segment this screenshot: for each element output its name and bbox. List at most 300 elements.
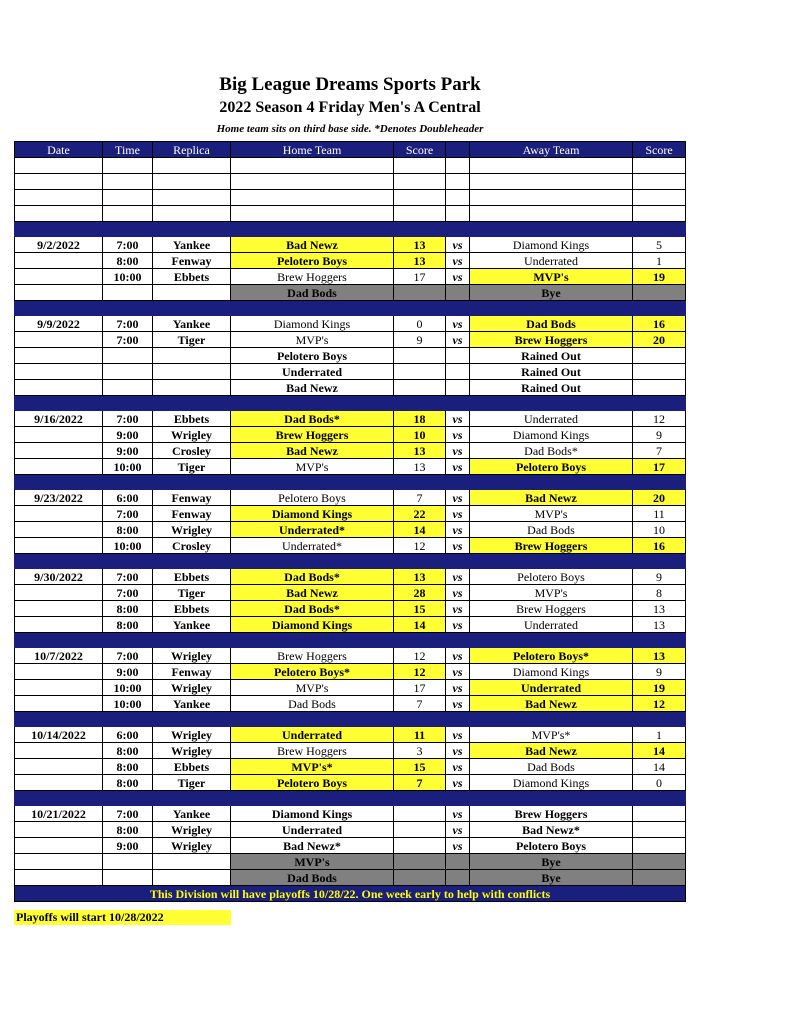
away-score-cell: 9 bbox=[633, 569, 686, 585]
time-cell: 10:00 bbox=[103, 459, 153, 475]
away-team-cell: Diamond Kings bbox=[470, 237, 633, 253]
away-score-cell: 17 bbox=[633, 459, 686, 475]
vs-cell: vs bbox=[446, 538, 470, 554]
replica-cell bbox=[153, 158, 231, 174]
home-team-cell: Brew Hoggers bbox=[231, 743, 394, 759]
separator-cell bbox=[633, 301, 686, 316]
home-score-cell: 13 bbox=[394, 237, 446, 253]
separator-cell bbox=[103, 475, 153, 490]
home-team-cell bbox=[231, 206, 394, 222]
header-row bbox=[15, 142, 686, 158]
table-row bbox=[15, 332, 686, 348]
vs-cell bbox=[446, 206, 470, 222]
separator-cell bbox=[231, 301, 394, 316]
away-team-cell: Dad Bods bbox=[470, 316, 633, 332]
date-cell: 9/9/2022 bbox=[15, 316, 103, 332]
home-team-cell: Underrated* bbox=[231, 538, 394, 554]
home-team-cell: Bad Newz bbox=[231, 585, 394, 601]
away-score-cell bbox=[633, 174, 686, 190]
table-row bbox=[15, 459, 686, 475]
separator-cell bbox=[231, 554, 394, 569]
home-team-cell: Underrated bbox=[231, 822, 394, 838]
table-row bbox=[15, 190, 686, 206]
separator-cell bbox=[231, 633, 394, 648]
away-team-cell: Rained Out bbox=[470, 348, 633, 364]
table-row bbox=[15, 443, 686, 459]
date-cell bbox=[15, 443, 103, 459]
home-score-cell: 9 bbox=[394, 332, 446, 348]
away-team-cell: Bye bbox=[470, 854, 633, 870]
away-team-cell bbox=[470, 206, 633, 222]
replica-cell: Wrigley bbox=[153, 822, 231, 838]
replica-cell: Ebbets bbox=[153, 569, 231, 585]
away-team-cell: Underrated bbox=[470, 253, 633, 269]
vs-cell: vs bbox=[446, 838, 470, 854]
home-score-cell: 14 bbox=[394, 617, 446, 633]
table-row bbox=[15, 285, 686, 301]
replica-cell: Wrigley bbox=[153, 743, 231, 759]
replica-cell: Wrigley bbox=[153, 727, 231, 743]
separator-cell bbox=[633, 554, 686, 569]
vs-cell: vs bbox=[446, 459, 470, 475]
replica-cell: Tiger bbox=[153, 585, 231, 601]
table-row bbox=[15, 648, 686, 664]
home-team-cell: Diamond Kings bbox=[231, 806, 394, 822]
vs-cell bbox=[446, 854, 470, 870]
date-cell bbox=[15, 174, 103, 190]
away-score-cell: 20 bbox=[633, 490, 686, 506]
home-team-cell: Pelotero Boys bbox=[231, 490, 394, 506]
date-cell bbox=[15, 332, 103, 348]
table-row bbox=[15, 538, 686, 554]
table-row bbox=[15, 664, 686, 680]
separator-cell bbox=[633, 475, 686, 490]
home-team-cell: Underrated bbox=[231, 364, 394, 380]
table-row bbox=[15, 775, 686, 791]
time-cell: 6:00 bbox=[103, 727, 153, 743]
vs-cell: vs bbox=[446, 522, 470, 538]
date-cell bbox=[15, 743, 103, 759]
away-team-cell: Underrated bbox=[470, 617, 633, 633]
footer-note: This Division will have playoffs 10/28/22. One week early to help with conflicts bbox=[15, 886, 686, 902]
home-score-cell bbox=[394, 285, 446, 301]
date-cell bbox=[15, 269, 103, 285]
page-note: Home team sits on third base side. *Denotes Doubleheader bbox=[216, 123, 484, 135]
column-header: Home Team bbox=[231, 142, 394, 158]
separator-cell bbox=[470, 712, 633, 727]
away-score-cell: 5 bbox=[633, 237, 686, 253]
date-cell: 10/14/2022 bbox=[15, 727, 103, 743]
replica-cell bbox=[153, 870, 231, 886]
away-score-cell bbox=[633, 838, 686, 854]
replica-cell bbox=[153, 190, 231, 206]
home-team-cell: Diamond Kings bbox=[231, 316, 394, 332]
date-cell bbox=[15, 870, 103, 886]
away-score-cell: 14 bbox=[633, 759, 686, 775]
table-row bbox=[15, 380, 686, 396]
home-team-cell: MVP's bbox=[231, 680, 394, 696]
date-cell bbox=[15, 775, 103, 791]
date-cell bbox=[15, 617, 103, 633]
replica-cell: Tiger bbox=[153, 332, 231, 348]
home-score-cell: 17 bbox=[394, 269, 446, 285]
separator-cell bbox=[470, 791, 633, 806]
time-cell bbox=[103, 174, 153, 190]
footer-row bbox=[15, 886, 686, 902]
separator-cell bbox=[103, 301, 153, 316]
replica-cell: Yankee bbox=[153, 617, 231, 633]
separator-cell bbox=[446, 712, 470, 727]
time-cell: 7:00 bbox=[103, 569, 153, 585]
column-header: Time bbox=[103, 142, 153, 158]
column-header: Score bbox=[394, 142, 446, 158]
home-team-cell: MVP's bbox=[231, 854, 394, 870]
away-score-cell: 13 bbox=[633, 617, 686, 633]
away-score-cell: 12 bbox=[633, 411, 686, 427]
time-cell bbox=[103, 158, 153, 174]
date-cell: 10/7/2022 bbox=[15, 648, 103, 664]
home-team-cell: Pelotero Boys bbox=[231, 348, 394, 364]
time-cell: 8:00 bbox=[103, 775, 153, 791]
table-row bbox=[15, 174, 686, 190]
separator-cell bbox=[394, 712, 446, 727]
date-cell bbox=[15, 680, 103, 696]
home-team-cell: Underrated* bbox=[231, 522, 394, 538]
vs-cell bbox=[446, 364, 470, 380]
home-team-cell: MVP's bbox=[231, 459, 394, 475]
separator-cell bbox=[231, 475, 394, 490]
home-team-cell: Underrated bbox=[231, 727, 394, 743]
replica-cell: Crosley bbox=[153, 538, 231, 554]
home-team-cell: Dad Bods bbox=[231, 870, 394, 886]
separator-cell bbox=[231, 712, 394, 727]
away-score-cell: 10 bbox=[633, 522, 686, 538]
home-team-cell bbox=[231, 158, 394, 174]
table-row bbox=[15, 522, 686, 538]
separator-cell bbox=[153, 475, 231, 490]
home-team-cell: Dad Bods bbox=[231, 696, 394, 712]
separator-cell bbox=[153, 712, 231, 727]
separator-cell bbox=[446, 633, 470, 648]
separator-cell bbox=[153, 301, 231, 316]
away-score-cell: 20 bbox=[633, 332, 686, 348]
separator-cell bbox=[446, 554, 470, 569]
time-cell: 10:00 bbox=[103, 680, 153, 696]
table-row bbox=[15, 364, 686, 380]
date-cell: 9/2/2022 bbox=[15, 237, 103, 253]
home-score-cell bbox=[394, 822, 446, 838]
time-cell: 7:00 bbox=[103, 237, 153, 253]
separator-cell bbox=[15, 222, 103, 237]
home-score-cell bbox=[394, 364, 446, 380]
home-score-cell: 28 bbox=[394, 585, 446, 601]
home-team-cell: Bad Newz bbox=[231, 380, 394, 396]
time-cell: 8:00 bbox=[103, 617, 153, 633]
date-cell bbox=[15, 522, 103, 538]
replica-cell: Wrigley bbox=[153, 838, 231, 854]
date-cell bbox=[15, 664, 103, 680]
home-score-cell: 22 bbox=[394, 506, 446, 522]
home-score-cell bbox=[394, 870, 446, 886]
table-row bbox=[15, 506, 686, 522]
away-score-cell: 16 bbox=[633, 316, 686, 332]
separator-cell bbox=[231, 222, 394, 237]
time-cell: 8:00 bbox=[103, 743, 153, 759]
vs-cell: vs bbox=[446, 253, 470, 269]
table-row bbox=[15, 411, 686, 427]
home-score-cell bbox=[394, 806, 446, 822]
replica-cell: Yankee bbox=[153, 806, 231, 822]
away-score-cell bbox=[633, 380, 686, 396]
home-score-cell: 15 bbox=[394, 759, 446, 775]
time-cell bbox=[103, 206, 153, 222]
home-score-cell: 13 bbox=[394, 443, 446, 459]
home-team-cell: Diamond Kings bbox=[231, 506, 394, 522]
home-score-cell bbox=[394, 854, 446, 870]
separator-cell bbox=[153, 791, 231, 806]
date-cell: 10/21/2022 bbox=[15, 806, 103, 822]
away-score-cell: 19 bbox=[633, 680, 686, 696]
away-score-cell bbox=[633, 806, 686, 822]
separator-cell bbox=[446, 222, 470, 237]
separator-cell bbox=[15, 475, 103, 490]
replica-cell: Wrigley bbox=[153, 680, 231, 696]
away-score-cell bbox=[633, 822, 686, 838]
time-cell: 9:00 bbox=[103, 427, 153, 443]
time-cell bbox=[103, 190, 153, 206]
home-score-cell bbox=[394, 206, 446, 222]
time-cell: 10:00 bbox=[103, 538, 153, 554]
away-team-cell: Brew Hoggers bbox=[470, 601, 633, 617]
vs-cell: vs bbox=[446, 585, 470, 601]
table-row bbox=[15, 617, 686, 633]
replica-cell bbox=[153, 364, 231, 380]
vs-cell: vs bbox=[446, 490, 470, 506]
away-team-cell: Bad Newz bbox=[470, 490, 633, 506]
separator-cell bbox=[470, 554, 633, 569]
replica-cell: Yankee bbox=[153, 316, 231, 332]
week-separator bbox=[15, 396, 686, 411]
separator-cell bbox=[15, 301, 103, 316]
schedule-table bbox=[14, 141, 686, 902]
separator-cell bbox=[633, 712, 686, 727]
time-cell: 7:00 bbox=[103, 585, 153, 601]
away-score-cell bbox=[633, 348, 686, 364]
vs-cell: vs bbox=[446, 822, 470, 838]
home-score-cell bbox=[394, 838, 446, 854]
away-score-cell bbox=[633, 854, 686, 870]
home-score-cell bbox=[394, 174, 446, 190]
home-score-cell: 12 bbox=[394, 648, 446, 664]
home-team-cell: Dad Bods* bbox=[231, 569, 394, 585]
page-title: Big League Dreams Sports Park bbox=[219, 74, 481, 95]
away-score-cell: 12 bbox=[633, 696, 686, 712]
away-team-cell: Bad Newz bbox=[470, 696, 633, 712]
home-score-cell bbox=[394, 348, 446, 364]
vs-cell: vs bbox=[446, 696, 470, 712]
time-cell: 7:00 bbox=[103, 411, 153, 427]
separator-cell bbox=[470, 475, 633, 490]
replica-cell bbox=[153, 174, 231, 190]
away-score-cell: 13 bbox=[633, 601, 686, 617]
date-cell bbox=[15, 380, 103, 396]
away-team-cell: MVP's bbox=[470, 269, 633, 285]
date-cell bbox=[15, 190, 103, 206]
home-team-cell: Dad Bods* bbox=[231, 601, 394, 617]
week-separator bbox=[15, 301, 686, 316]
table-row bbox=[15, 838, 686, 854]
home-team-cell bbox=[231, 174, 394, 190]
time-cell: 8:00 bbox=[103, 253, 153, 269]
away-team-cell: Brew Hoggers bbox=[470, 538, 633, 554]
table-row bbox=[15, 490, 686, 506]
vs-cell: vs bbox=[446, 269, 470, 285]
away-team-cell: Brew Hoggers bbox=[470, 806, 633, 822]
home-score-cell: 12 bbox=[394, 664, 446, 680]
time-cell: 7:00 bbox=[103, 506, 153, 522]
separator-cell bbox=[231, 396, 394, 411]
table-row bbox=[15, 727, 686, 743]
table-row bbox=[15, 269, 686, 285]
vs-cell bbox=[446, 870, 470, 886]
away-score-cell: 16 bbox=[633, 538, 686, 554]
separator-cell bbox=[446, 475, 470, 490]
away-score-cell: 11 bbox=[633, 506, 686, 522]
home-team-cell: MVP's bbox=[231, 332, 394, 348]
separator-cell bbox=[15, 633, 103, 648]
home-score-cell: 13 bbox=[394, 253, 446, 269]
vs-cell: vs bbox=[446, 569, 470, 585]
separator-cell bbox=[15, 712, 103, 727]
away-team-cell: Bad Newz* bbox=[470, 822, 633, 838]
away-team-cell: Pelotero Boys bbox=[470, 569, 633, 585]
date-cell bbox=[15, 822, 103, 838]
date-cell bbox=[15, 348, 103, 364]
away-score-cell: 9 bbox=[633, 427, 686, 443]
date-cell bbox=[15, 585, 103, 601]
away-team-cell: Dad Bods bbox=[470, 522, 633, 538]
away-score-cell: 1 bbox=[633, 253, 686, 269]
home-score-cell: 14 bbox=[394, 522, 446, 538]
home-team-cell: Pelotero Boys bbox=[231, 253, 394, 269]
table-row bbox=[15, 854, 686, 870]
home-score-cell bbox=[394, 158, 446, 174]
time-cell: 6:00 bbox=[103, 490, 153, 506]
table-row bbox=[15, 696, 686, 712]
home-team-cell: Diamond Kings bbox=[231, 617, 394, 633]
time-cell: 8:00 bbox=[103, 759, 153, 775]
separator-cell bbox=[446, 396, 470, 411]
replica-cell: Yankee bbox=[153, 696, 231, 712]
away-team-cell: Dad Bods bbox=[470, 759, 633, 775]
separator-cell bbox=[153, 222, 231, 237]
home-team-cell: Brew Hoggers bbox=[231, 648, 394, 664]
table-row bbox=[15, 585, 686, 601]
home-score-cell bbox=[394, 190, 446, 206]
date-cell bbox=[15, 285, 103, 301]
replica-cell: Ebbets bbox=[153, 601, 231, 617]
page-subtitle: 2022 Season 4 Friday Men's A Central bbox=[219, 99, 481, 116]
separator-cell bbox=[394, 396, 446, 411]
separator-cell bbox=[103, 712, 153, 727]
column-header bbox=[446, 142, 470, 158]
home-score-cell: 18 bbox=[394, 411, 446, 427]
vs-cell: vs bbox=[446, 316, 470, 332]
vs-cell: vs bbox=[446, 806, 470, 822]
separator-cell bbox=[231, 791, 394, 806]
home-score-cell: 7 bbox=[394, 696, 446, 712]
away-team-cell: Bad Newz bbox=[470, 743, 633, 759]
replica-cell: Wrigley bbox=[153, 648, 231, 664]
date-cell: 9/16/2022 bbox=[15, 411, 103, 427]
away-score-cell: 8 bbox=[633, 585, 686, 601]
column-header: Date bbox=[15, 142, 103, 158]
time-cell bbox=[103, 348, 153, 364]
away-team-cell: Bye bbox=[470, 870, 633, 886]
separator-cell bbox=[470, 633, 633, 648]
home-team-cell: Dad Bods bbox=[231, 285, 394, 301]
away-score-cell: 14 bbox=[633, 743, 686, 759]
separator-cell bbox=[394, 301, 446, 316]
date-cell bbox=[15, 838, 103, 854]
table-row bbox=[15, 316, 686, 332]
home-team-cell: Bad Newz bbox=[231, 237, 394, 253]
vs-cell bbox=[446, 380, 470, 396]
away-team-cell: Bye bbox=[470, 285, 633, 301]
away-score-cell bbox=[633, 158, 686, 174]
separator-cell bbox=[633, 222, 686, 237]
table-row bbox=[15, 569, 686, 585]
date-cell: 9/30/2022 bbox=[15, 569, 103, 585]
playoffs-note: Playoffs will start 10/28/2022 bbox=[14, 910, 231, 925]
time-cell: 9:00 bbox=[103, 443, 153, 459]
week-separator bbox=[15, 791, 686, 806]
replica-cell bbox=[153, 206, 231, 222]
home-team-cell: Brew Hoggers bbox=[231, 427, 394, 443]
time-cell: 10:00 bbox=[103, 696, 153, 712]
separator-cell bbox=[394, 222, 446, 237]
away-team-cell: Pelotero Boys bbox=[470, 459, 633, 475]
home-score-cell: 3 bbox=[394, 743, 446, 759]
replica-cell: Ebbets bbox=[153, 759, 231, 775]
separator-cell bbox=[394, 791, 446, 806]
vs-cell: vs bbox=[446, 680, 470, 696]
date-cell bbox=[15, 759, 103, 775]
table-row bbox=[15, 206, 686, 222]
away-score-cell bbox=[633, 206, 686, 222]
vs-cell bbox=[446, 190, 470, 206]
date-cell bbox=[15, 854, 103, 870]
away-team-cell: Underrated bbox=[470, 680, 633, 696]
vs-cell: vs bbox=[446, 648, 470, 664]
away-team-cell: MVP's* bbox=[470, 727, 633, 743]
separator-cell bbox=[446, 301, 470, 316]
time-cell bbox=[103, 380, 153, 396]
separator-cell bbox=[15, 554, 103, 569]
separator-cell bbox=[15, 791, 103, 806]
replica-cell: Yankee bbox=[153, 237, 231, 253]
vs-cell: vs bbox=[446, 617, 470, 633]
away-score-cell: 1 bbox=[633, 727, 686, 743]
home-team-cell bbox=[231, 190, 394, 206]
week-separator bbox=[15, 475, 686, 490]
replica-cell bbox=[153, 380, 231, 396]
away-team-cell: MVP's bbox=[470, 506, 633, 522]
separator-cell bbox=[103, 554, 153, 569]
table-row bbox=[15, 601, 686, 617]
table-row bbox=[15, 806, 686, 822]
away-score-cell: 19 bbox=[633, 269, 686, 285]
